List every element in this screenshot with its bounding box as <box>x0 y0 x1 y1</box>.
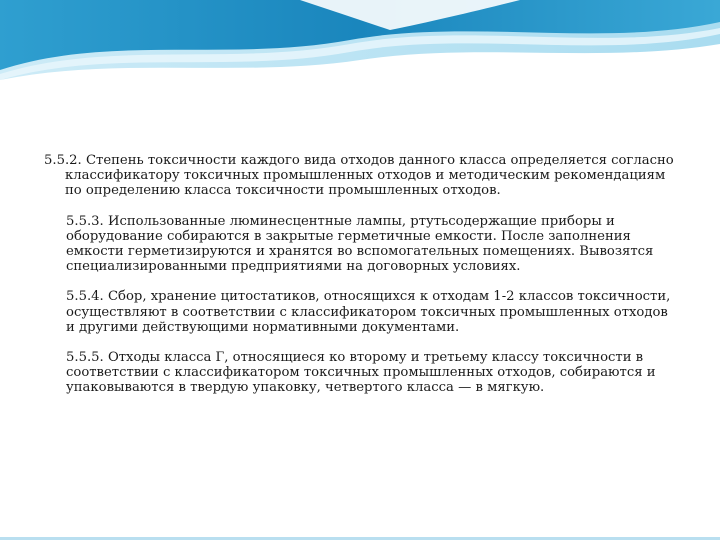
paragraph-5-5-3: 5.5.3. Использованные люминесцентные лампы, ртутьсодержащие приборы и оборудование собираются в закрытые герметичные емкости. После заполнения емкости герметизируются и хранятся во вспомогательных помещениях. Вывозятся специализированными предприятиями на договорных условиях. <box>66 213 654 275</box>
paragraph-5-5-2: 5.5.2. Степень токсичности каждого вида отходов данного класса определяется согласно классификатору токсичных промышленных отходов и методическим рекомендациям по определению класса токсичности промышленных отходов. <box>44 153 674 199</box>
slide-body <box>44 153 680 411</box>
paragraph-5-5-5: 5.5.5. Отходы класса Г, относящиеся ко второму и третьему классу токсичности в соответствии с классификатором токсичных промышленных отходов, собираются и упаковываются в твердую упаковку, четвертого класса — в мягкую. <box>66 350 656 396</box>
decorative-wave-header <box>0 0 720 80</box>
paragraph-5-5-4: 5.5.4. Сбор, хранение цитостатиков, относящихся к отходам 1-2 классов токсичности, осуществляют в соответствии с классификатором токсичных промышленных отходов и другими действующими нормативными документами. <box>66 289 671 335</box>
